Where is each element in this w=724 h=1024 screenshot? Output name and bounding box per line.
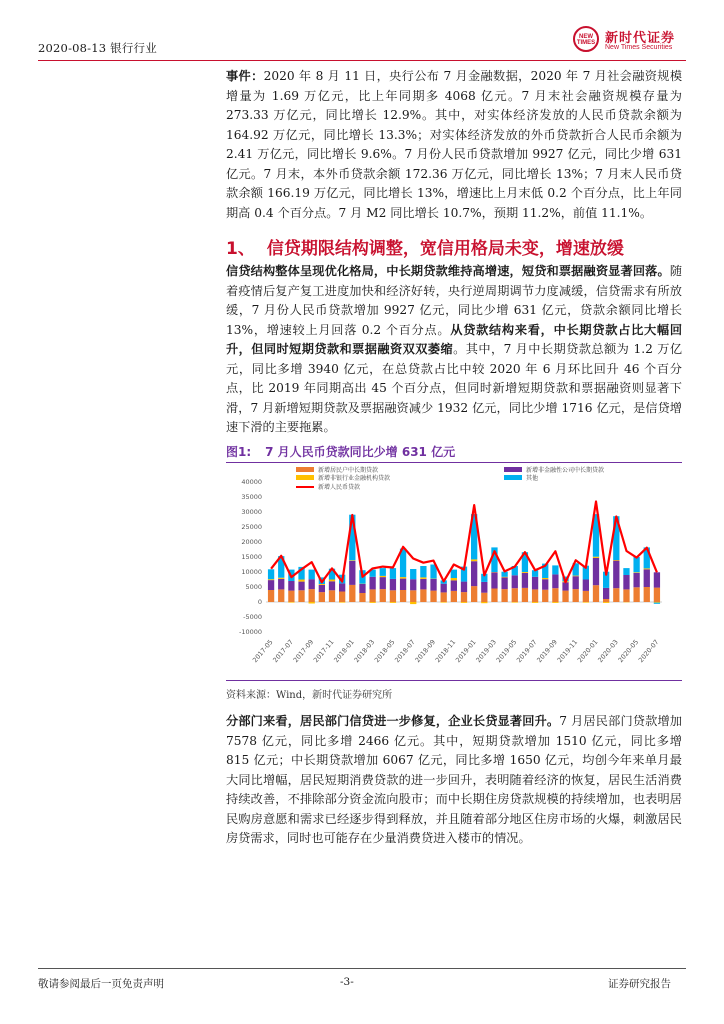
bar-segment — [512, 575, 518, 588]
bar-segment — [623, 575, 629, 589]
x-tick-label: 2018-09 — [413, 638, 438, 665]
bar-segment — [461, 592, 467, 602]
sector-text: 7 月居民部门贷款增加 7578 亿元，同比多增 2466 亿元。其中，短期贷款增加 1510 亿元，同比多增 815 亿元；中长期贷款增加 6067 亿元，同比多增 1650 亿元，均创今年来单月最大同比增幅，居民短期消费贷款的进一步回升，表明随着经济的恢复，居民生活消费持续改善，不排除部分资金流向股市；而中长期住房贷款规模的持续增加，也表明居民购房意愿和需求已经逐步得到释放，并且随着部分地区住房市场的火爆，刺激居民房贷需求，同时也可能存在少量消费贷进入楼市的情况。 — [226, 714, 682, 845]
bar-segment — [400, 579, 406, 590]
bar-segment — [613, 561, 619, 589]
y-tick-label: 20000 — [241, 538, 262, 546]
bar-segment — [633, 557, 639, 572]
bar-segment — [369, 589, 375, 602]
bar-segment — [359, 584, 365, 593]
bar-segment — [369, 577, 375, 590]
bar-segment — [552, 565, 558, 574]
bar-segment — [562, 582, 568, 590]
section-title: 信贷期限结构调整，宽信用格局未变，增速放缓 — [266, 239, 624, 259]
x-tick-label: 2018-11 — [433, 638, 458, 665]
bar-segment — [613, 588, 619, 602]
x-tick-label: 2018-01 — [332, 638, 356, 665]
x-tick-label: 2020-01 — [575, 638, 600, 665]
bar-segment — [400, 590, 406, 602]
credit-bold-2: 从贷款结构来看，中长期贷款占比大幅回升，但同时短期贷款和票据融资双双萎缩 — [226, 322, 683, 356]
legend-swatch — [296, 475, 314, 480]
bar-segment — [410, 579, 416, 590]
bar-segment — [644, 568, 650, 569]
y-tick-label: -10000 — [238, 628, 262, 636]
bar-segment — [278, 589, 284, 602]
bar-segment — [562, 591, 568, 602]
bar-segment — [522, 588, 528, 602]
header-date-industry: 2020-08-13 银行行业 — [38, 41, 157, 55]
bar-segment — [542, 578, 548, 579]
legend-swatch — [504, 475, 522, 480]
x-tick-label: 2018-05 — [372, 638, 397, 665]
bar-segment — [583, 591, 589, 602]
x-tick-label: 2017-07 — [271, 638, 295, 665]
logo-chinese-name: 新时代证券 — [605, 31, 676, 46]
bar-segment — [532, 589, 538, 602]
bar-segment — [532, 602, 538, 603]
bar-segment — [349, 561, 355, 585]
bar-segment — [501, 577, 507, 589]
y-tick-label: 5000 — [245, 583, 262, 591]
bar-segment — [329, 580, 335, 582]
bar-segment — [451, 570, 457, 578]
bar-segment — [400, 577, 406, 579]
bar-segment — [369, 602, 375, 603]
bar-segment — [410, 590, 416, 602]
bar-segment — [288, 581, 294, 591]
bar-segment — [603, 599, 609, 602]
logo-icon — [573, 26, 599, 52]
bar-segment — [329, 590, 335, 602]
bar-segment — [339, 602, 345, 603]
bar-segment — [532, 577, 538, 590]
bar-segment — [451, 580, 457, 591]
y-tick-label: 10000 — [241, 568, 262, 576]
figure-source: 资料来源：Wind，新时代证券研究所 — [226, 690, 393, 701]
x-tick-label: 2020-07 — [636, 638, 661, 665]
bar-segment — [654, 603, 660, 604]
bar-segment — [430, 591, 436, 602]
x-tick-label: 2017-09 — [291, 638, 316, 665]
figure-title — [226, 443, 469, 460]
bar-segment — [542, 590, 548, 602]
bar-segment — [268, 579, 274, 580]
bar-segment — [298, 580, 304, 582]
bar-segment — [481, 602, 487, 603]
legend-swatch — [296, 467, 314, 472]
footer-disclaimer: 敬请参阅最后一页免责声明 — [38, 978, 164, 990]
bar-segment — [390, 568, 396, 579]
credit-structure-paragraph — [226, 262, 682, 438]
bar-segment — [288, 591, 294, 602]
bar-segment — [633, 587, 639, 602]
bar-segment — [471, 559, 477, 561]
bar-segment — [573, 589, 579, 602]
bar-segment — [481, 582, 487, 593]
x-tick-label: 2019-07 — [515, 638, 539, 665]
figure-label: 图1: — [226, 445, 252, 459]
loan-stacked-bar-chart — [226, 464, 682, 678]
section-heading — [226, 234, 636, 259]
figure-top-rule — [226, 462, 682, 463]
bar-segment — [278, 579, 284, 590]
bar-segment — [319, 584, 325, 585]
bar-segment — [380, 577, 386, 589]
bar-segment — [359, 593, 365, 602]
bar-segment — [501, 589, 507, 602]
bar-segment — [461, 602, 467, 603]
y-tick-label: 0 — [257, 598, 262, 606]
bar-segment — [552, 574, 558, 588]
bar-segment — [593, 557, 599, 558]
bar-segment — [512, 602, 518, 603]
logo-icon-text: NEW TIMES — [576, 34, 596, 46]
bar-segment — [309, 602, 315, 604]
bar-segment — [268, 580, 274, 590]
bar-segment — [603, 602, 609, 603]
legend-swatch — [504, 467, 522, 472]
y-tick-label: 15000 — [241, 553, 262, 561]
bar-segment — [329, 581, 335, 590]
x-tick-label: 2019-01 — [454, 638, 478, 665]
company-logo — [573, 26, 688, 54]
legend-label: 新增非金融性公司中长期贷款 — [526, 467, 605, 474]
bar-segment — [613, 560, 619, 561]
bar-segment — [390, 579, 396, 590]
bar-segment — [441, 584, 447, 593]
bar-segment — [644, 569, 650, 587]
bar-segment — [583, 602, 589, 603]
bar-segment — [603, 588, 609, 599]
bar-segment — [268, 590, 274, 602]
bar-segment — [278, 578, 284, 579]
header-divider — [38, 60, 686, 61]
bar-segment — [654, 572, 660, 587]
bar-segment — [583, 580, 589, 591]
bar-segment — [593, 585, 599, 602]
bar-segment — [430, 579, 436, 591]
footer-page-number: -3- — [340, 976, 354, 988]
bar-segment — [339, 583, 345, 591]
bar-segment — [593, 558, 599, 585]
bar-segment — [471, 561, 477, 586]
sector-paragraph — [226, 712, 682, 849]
bar-segment — [309, 579, 315, 589]
x-tick-label: 2018-07 — [393, 638, 417, 665]
bar-segment — [451, 591, 457, 602]
bar-segment — [461, 582, 467, 593]
bar-segment — [441, 592, 447, 602]
legend-label: 新增居民户中长期贷款 — [318, 467, 379, 474]
x-tick-label: 2017-05 — [251, 638, 275, 665]
bar-segment — [349, 585, 355, 602]
sector-bold-lead: 分部门来看，居民部门信贷进一步修复，企业长贷显著回升。 — [226, 714, 560, 728]
x-tick-label: 2017-11 — [311, 638, 336, 665]
bar-segment — [501, 577, 507, 578]
credit-text-2: 。其中，7 月中长期贷款总额为 1.2 万亿元，同比多增 3940 亿元，在总贷款占比中较 2020 年 6 月环比回升 46 个百分点，比 2019 年同期高出 45 个百分点，但同时新增短期贷款和票据融资则显著下滑，7 月新增短期贷款及票据融资减少 1932 亿元，同比少增 1716 亿元，是信贷增速下滑的主要拖累。 — [226, 342, 683, 434]
event-lead: 事件： — [226, 69, 264, 83]
bar-segment — [298, 590, 304, 602]
bar-segment — [420, 577, 426, 579]
credit-bold-lead: 信贷结构整体呈现优化格局，中长期贷款维持高增速，短贷和票据融资显著回落。 — [226, 264, 670, 278]
bar-segment — [441, 602, 447, 603]
bar-segment — [573, 576, 579, 577]
bar-segment — [522, 573, 528, 588]
bar-segment — [573, 576, 579, 589]
x-tick-label: 2019-03 — [474, 638, 498, 665]
credit-text-1: 随着疫情后复产复工进度加快和经济好转，央行逆周期调节力度减缓，信贷需求有所放缓，7 月份人民币贷款增加 9927 亿元，同比少增 631 亿元，贷款余额同比增长 13%，增速较上月回落 0.2 个百分点。 — [226, 264, 682, 337]
legend-label: 新增人民币贷款 — [318, 484, 361, 491]
y-tick-label: 25000 — [241, 523, 262, 531]
bar-segment — [319, 592, 325, 602]
x-tick-label: 2019-09 — [535, 638, 559, 665]
legend-label: 新增非银行业金融机构贷款 — [318, 475, 391, 482]
bar-segment — [420, 566, 426, 577]
bar-segment — [390, 590, 396, 602]
bar-segment — [451, 578, 457, 580]
footer-doc-type: 证券研究报告 — [608, 978, 671, 990]
section-number: 1、 — [226, 239, 255, 259]
bar-segment — [339, 592, 345, 603]
bar-segment — [552, 602, 558, 603]
event-body: 2020 年 8 月 11 日，央行公布 7 月金融数据，2020 年 7 月社会融资规模增量为 1.69 万亿元，比上年同期多 4068 亿元。7 月末社会融资规模存量为 273.33 万亿元，同比增长 12.9%。其中，对实体经济发放的人民币贷款余额为 164.92 万亿元，同比增长 13.3%；对实体经济发放的外币贷款折合人民币余额为 2.41 万亿元，同比增长 9.6%。7 月份人民币贷款增加 9927 亿元，同比少增 631 亿元。7 月末，本外币贷款余额 172.36 万亿元，同比增长 13%；7 月末人民币贷款余额 166.19 万亿元，同比增长 13%，增速比上月末低 0.2 个百分点，比上年同期高 0.4 个百分点。7 月 M2 同比增长 10.7%，预期 11.2%，前值 11.1%。 — [226, 69, 683, 220]
x-tick-label: 2019-11 — [555, 638, 580, 665]
y-tick-label: 30000 — [241, 508, 262, 516]
x-tick-label: 2019-05 — [494, 638, 519, 665]
x-tick-label: 2020-05 — [616, 638, 641, 665]
legend-label: 其他 — [526, 475, 539, 482]
logo-english-name: New Times Securities — [605, 44, 673, 51]
bar-segment — [491, 572, 497, 588]
bar-segment — [654, 588, 660, 602]
bar-segment — [268, 569, 274, 579]
bar-segment — [542, 579, 548, 590]
bar-segment — [633, 573, 639, 587]
bar-segment — [644, 587, 650, 602]
bar-segment — [654, 602, 660, 603]
figure-caption: 7 月人民币贷款同比少增 631 亿元 — [265, 445, 456, 459]
bar-segment — [349, 560, 355, 561]
bar-segment — [380, 576, 386, 577]
bar-segment — [410, 602, 416, 604]
bar-segment — [380, 589, 386, 602]
x-tick-label: 2020-03 — [596, 638, 620, 665]
bar-segment — [633, 572, 639, 573]
y-tick-label: 35000 — [241, 493, 262, 501]
bar-segment — [623, 568, 629, 575]
x-tick-label: 2018-03 — [352, 638, 377, 665]
y-tick-label: 40000 — [241, 478, 262, 486]
bar-segment — [481, 593, 487, 602]
bar-segment — [319, 585, 325, 592]
y-tick-label: -5000 — [243, 613, 262, 621]
bar-segment — [298, 582, 304, 591]
event-paragraph — [226, 67, 682, 223]
bar-segment — [420, 589, 426, 602]
bar-segment — [288, 602, 294, 603]
bar-segment — [623, 589, 629, 602]
bar-segment — [309, 589, 315, 602]
bar-segment — [309, 570, 315, 580]
figure-bottom-rule — [226, 680, 682, 681]
bar-segment — [420, 579, 426, 590]
bar-segment — [491, 589, 497, 603]
bar-segment — [380, 568, 386, 576]
bar-segment — [410, 569, 416, 579]
bar-segment — [390, 602, 396, 603]
bar-segment — [552, 588, 558, 602]
bar-segment — [522, 572, 528, 573]
bar-segment — [512, 588, 518, 602]
footer-divider — [38, 968, 686, 969]
bar-segment — [471, 586, 477, 602]
